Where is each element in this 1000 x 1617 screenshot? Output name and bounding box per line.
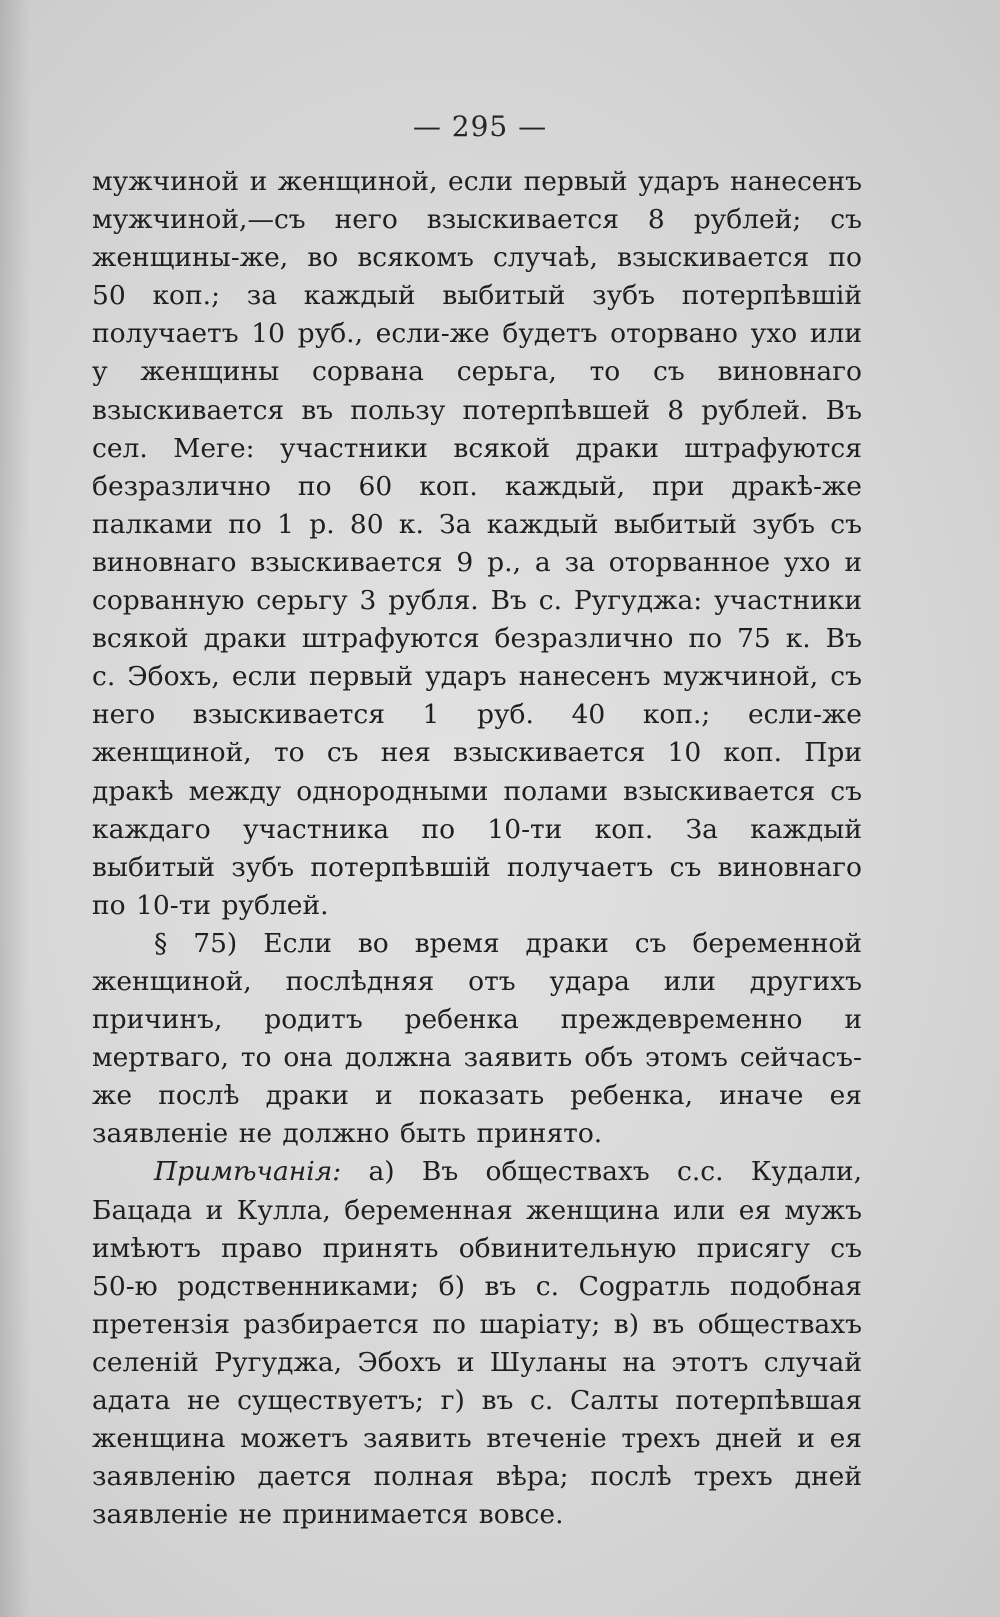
paragraph-notes	[92, 1153, 862, 1534]
page-body	[92, 163, 862, 1534]
paragraph-continued: мужчиной и женщиной, если первый ударъ нанесенъ мужчиной,—съ него взыскивается 8 рублей; съ женщины-же, во всякомъ случаѣ, взыскивается по 50 коп.; за каждый выбитый зубъ потерпѣвшій получаетъ 10 руб., если-же будетъ оторвано ухо или у женщины сорвана серьга, то съ виновнаго взыскивается въ пользу потерпѣвшей 8 рублей. Въ сел. Меге: участники всякой драки штрафуются безразлично по 60 коп. каждый, при дракѣ-же палками по 1 р. 80 к. За каждый выбитый зубъ съ виновнаго взыскивается 9 р., а за оторванное ухо и сорванную серьгу 3 рубля. Въ с. Ругуджа: участники всякой драки штрафуются безразлично по 75 к. Въ с. Эбохъ, если первый ударъ нанесенъ мужчиной, съ него взыскивается 1 руб. 40 коп.; если-же женщиной, то съ нея взыскивается 10 коп. При дракѣ между однородными полами взыскивается съ каждаго участника по 10-ти коп. За каждый выбитый зубъ потерпѣвшій получаетъ съ виновнаго по 10-ти рублей.	[92, 166, 862, 921]
paragraph-section-75: § 75) Если во время драки съ беременной женщиной, послѣдняя отъ удара или другихъ причинъ, родитъ ребенка преждевременно и мертваго, то она должна заявить объ этомъ сейчасъ-же послѣ драки и показать ребенка, иначе ея заявленіе не должно быть принято.	[92, 927, 862, 1150]
notes-text: а) Въ обществахъ с.с. Кудали, Бацада и Кулла, беременная женщина или ея мужъ имѣютъ право принять обвинительную присягу съ 50-ю родственниками; б) въ с. Сogратль подобная претензія разбирается по шаріату; в) въ обществахъ селеній Ругуджа, Эбохъ и Шуланы на этотъ случай адата не существуетъ; г) въ с. Салты потерпѣвшая женщина можетъ заявить втеченіе трехъ дней и ея заявленію дается полная вѣра; послѣ трехъ дней заявленіе не принимается вовсе.	[92, 1156, 862, 1531]
notes-label: Примѣчанія:	[154, 1156, 342, 1188]
page-number: — 295 —	[412, 110, 548, 143]
